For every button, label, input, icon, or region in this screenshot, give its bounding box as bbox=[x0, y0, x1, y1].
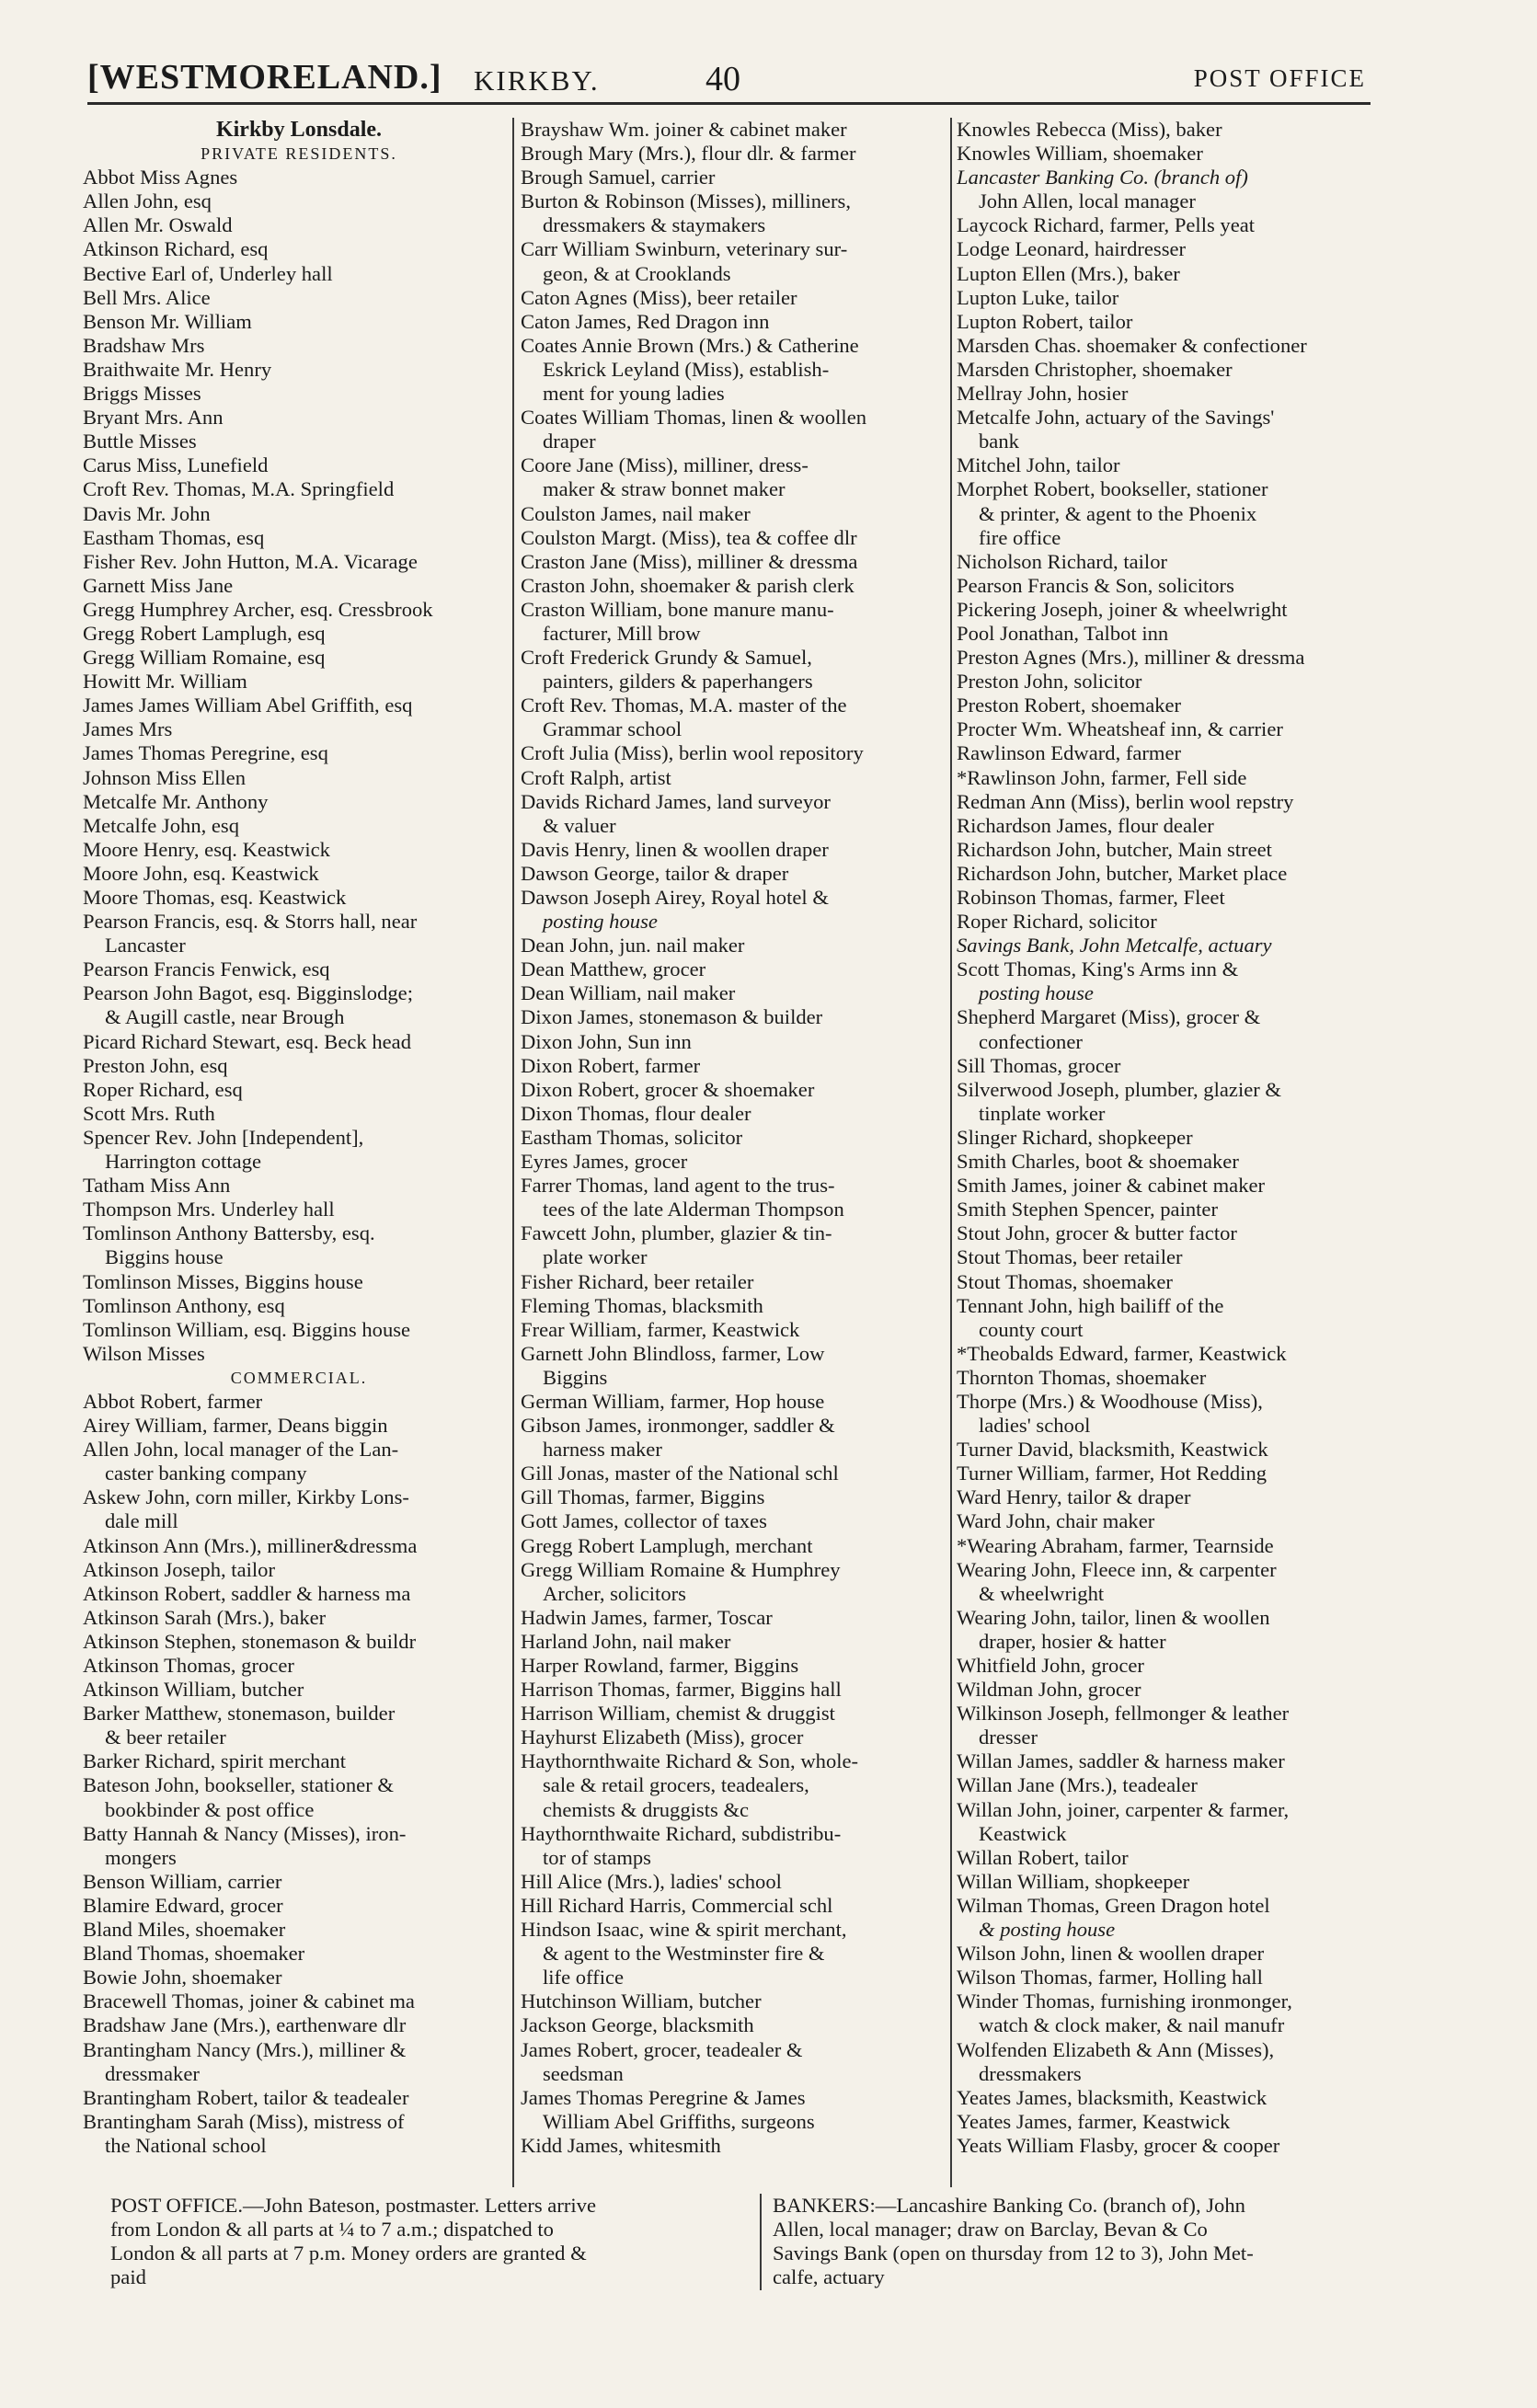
directory-entry: Eastham Thomas, solicitor bbox=[521, 1125, 743, 1149]
directory-entry: Fisher Rev. John Hutton, M.A. Vicarage bbox=[83, 549, 418, 573]
directory-entry: Brantingham Robert, tailor & teadealer bbox=[83, 2085, 409, 2109]
directory-entry: Hayhurst Elizabeth (Miss), grocer bbox=[521, 1726, 804, 1749]
directory-entry: Biggins bbox=[543, 1365, 608, 1389]
directory-entry: Metcalfe John, esq bbox=[83, 813, 240, 837]
directory-entry: Johnson Miss Ellen bbox=[83, 765, 246, 789]
directory-entry: Atkinson Thomas, grocer bbox=[83, 1654, 294, 1677]
directory-entry: Croft Julia (Miss), berlin wool repository bbox=[521, 741, 864, 765]
directory-entry: Tomlinson Anthony, esq bbox=[83, 1293, 285, 1317]
directory-entry: Willan John, joiner, carpenter & farmer, bbox=[957, 1797, 1290, 1821]
directory-entry: Thornton Thomas, shoemaker bbox=[957, 1365, 1207, 1389]
directory-entry: Abbot Miss Agnes bbox=[83, 166, 238, 189]
directory-entry: Atkinson Robert, saddler & harness ma bbox=[83, 1581, 411, 1605]
post-office-notice bbox=[110, 2194, 754, 2289]
directory-entry: Brantingham Sarah (Miss), mistress of bbox=[83, 2109, 405, 2133]
directory-entry: tinplate worker bbox=[979, 1101, 1106, 1125]
directory-entry: Benson William, carrier bbox=[83, 1869, 282, 1893]
directory-entry: Brough Samuel, carrier bbox=[521, 166, 716, 189]
directory-entry: life office bbox=[543, 1966, 625, 1989]
section-heading: Kirkby Lonsdale. bbox=[215, 118, 383, 142]
directory-entry: Stout John, grocer & butter factor bbox=[957, 1221, 1237, 1245]
directory-entry: Airey William, farmer, Deans biggin bbox=[83, 1414, 388, 1438]
directory-entry: Frear William, farmer, Keastwick bbox=[521, 1317, 800, 1341]
directory-entry: Morphet Robert, bookseller, stationer bbox=[957, 477, 1268, 501]
directory-entry: James James William Abel Griffith, esq bbox=[83, 694, 413, 717]
directory-entry: Winder Thomas, furnishing ironmonger, bbox=[957, 1989, 1292, 2013]
directory-entry: William Abel Griffiths, surgeons bbox=[543, 2109, 815, 2133]
directory-entry: Croft Rev. Thomas, M.A. Springfield bbox=[83, 477, 395, 501]
directory-entry: watch & clock maker, & nail manufr bbox=[979, 2013, 1285, 2037]
subsection-heading: COMMERCIAL. bbox=[230, 1368, 368, 1387]
directory-entry: Davids Richard James, land surveyor bbox=[521, 789, 831, 813]
directory-entry: Atkinson Joseph, tailor bbox=[83, 1557, 275, 1581]
directory-entry: Hill Richard Harris, Commercial schl bbox=[521, 1893, 833, 1917]
directory-entry: Archer, solicitors bbox=[543, 1581, 686, 1605]
directory-entry: Gregg Robert Lamplugh, merchant bbox=[521, 1533, 813, 1557]
directory-entry: draper bbox=[543, 430, 596, 453]
directory-entry: Willan Robert, tailor bbox=[957, 1845, 1129, 1869]
directory-entry: Wilson Misses bbox=[83, 1341, 205, 1365]
directory-entry: Metcalfe John, actuary of the Savings' bbox=[957, 406, 1275, 430]
directory-entry: Preston Robert, shoemaker bbox=[957, 694, 1182, 717]
directory-entry: Moore John, esq. Keastwick bbox=[83, 861, 319, 885]
directory-entry: Turner David, blacksmith, Keastwick bbox=[957, 1438, 1268, 1462]
directory-entry: & posting house bbox=[979, 1918, 1116, 1942]
directory-entry: Dawson George, tailor & draper bbox=[521, 861, 789, 885]
directory-entry: chemists & druggists &c bbox=[543, 1797, 750, 1821]
directory-entry: Bland Thomas, shoemaker bbox=[83, 1942, 305, 1966]
directory-entry: Willan William, shopkeeper bbox=[957, 1869, 1190, 1893]
footer-divider bbox=[760, 2194, 762, 2290]
directory-entry: posting house bbox=[543, 910, 658, 934]
directory-entry: Dixon John, Sun inn bbox=[521, 1029, 692, 1053]
directory-entry: Atkinson Richard, esq bbox=[83, 237, 269, 261]
directory-entry: Scott Mrs. Ruth bbox=[83, 1101, 215, 1125]
directory-entry: Preston Agnes (Mrs.), milliner & dressma bbox=[957, 646, 1305, 670]
column-2 bbox=[521, 118, 953, 2158]
directory-entry: Farrer Thomas, land agent to the trus- bbox=[521, 1174, 835, 1198]
directory-entry: Dixon Robert, grocer & shoemaker bbox=[521, 1077, 815, 1101]
directory-entry: Carus Miss, Lunefield bbox=[83, 453, 269, 477]
directory-entry: Smith Stephen Spencer, painter bbox=[957, 1198, 1218, 1221]
directory-entry: posting house bbox=[979, 981, 1094, 1005]
directory-entry: county court bbox=[979, 1317, 1084, 1341]
directory-entry: Nicholson Richard, tailor bbox=[957, 549, 1168, 573]
directory-entry: Fleming Thomas, blacksmith bbox=[521, 1293, 763, 1317]
directory-entry: Eskrick Leyland (Miss), establish- bbox=[543, 357, 830, 381]
directory-entry: Caton James, Red Dragon inn bbox=[521, 309, 770, 333]
directory-entry: Lupton Ellen (Mrs.), baker bbox=[957, 261, 1180, 285]
directory-entry: Bell Mrs. Alice bbox=[83, 285, 211, 309]
directory-entry: Harrison Thomas, farmer, Biggins hall bbox=[521, 1678, 842, 1702]
directory-entry: James Robert, grocer, teadealer & bbox=[521, 2037, 803, 2061]
directory-entry: Lancaster bbox=[105, 934, 186, 957]
directory-entry: Brough Mary (Mrs.), flour dlr. & farmer bbox=[521, 142, 856, 166]
directory-entry: Thorpe (Mrs.) & Woodhouse (Miss), bbox=[957, 1389, 1263, 1413]
directory-entry: & beer retailer bbox=[105, 1726, 226, 1749]
directory-entry: Tomlinson Misses, Biggins house bbox=[83, 1269, 363, 1293]
directory-entry: James Thomas Peregrine & James bbox=[521, 2085, 806, 2109]
directory-entry: Dean William, nail maker bbox=[521, 981, 736, 1005]
directory-entry: caster banking company bbox=[105, 1462, 307, 1485]
directory-entry: Preston John, esq bbox=[83, 1053, 228, 1077]
directory-entry: Roper Richard, esq bbox=[83, 1077, 243, 1101]
directory-entry: Smith Charles, boot & shoemaker bbox=[957, 1150, 1239, 1174]
directory-entry: Benson Mr. William bbox=[83, 309, 252, 333]
directory-entry: Smith James, joiner & cabinet maker bbox=[957, 1174, 1266, 1198]
directory-entry: Brayshaw Wm. joiner & cabinet maker bbox=[521, 118, 847, 141]
directory-entry: facturer, Mill brow bbox=[543, 621, 701, 645]
directory-entry: Pearson Francis Fenwick, esq bbox=[83, 957, 330, 981]
directory-entry: Craston Jane (Miss), milliner & dressma bbox=[521, 549, 858, 573]
directory-entry: Wearing John, Fleece inn, & carpenter bbox=[957, 1557, 1277, 1581]
directory-entry: Atkinson William, butcher bbox=[83, 1678, 304, 1702]
directory-entry: & wheelwright bbox=[979, 1581, 1105, 1605]
directory-entry: Croft Rev. Thomas, M.A. master of the bbox=[521, 694, 847, 717]
directory-entry: Lancaster Banking Co. (branch of) bbox=[957, 166, 1248, 189]
directory-entry: Coates Annie Brown (Mrs.) & Catherine bbox=[521, 333, 859, 357]
directory-entry: Braithwaite Mr. Henry bbox=[83, 357, 272, 381]
directory-entry: Dixon Robert, farmer bbox=[521, 1053, 701, 1077]
directory-entry: Knowles Rebecca (Miss), baker bbox=[957, 118, 1222, 141]
directory-entry: *Theobalds Edward, farmer, Keastwick bbox=[957, 1341, 1287, 1365]
directory-entry: Thompson Mrs. Underley hall bbox=[83, 1198, 335, 1221]
directory-entry: Richardson John, butcher, Main street bbox=[957, 837, 1272, 861]
directory-entry: Davis Henry, linen & woollen draper bbox=[521, 837, 829, 861]
directory-entry: Sill Thomas, grocer bbox=[957, 1053, 1121, 1077]
footer-line: BANKERS:—Lancashire Banking Co. (branch of), John bbox=[773, 2194, 1245, 2217]
directory-entry: & printer, & agent to the Phoenix bbox=[979, 501, 1257, 525]
footer-line: POST OFFICE.—John Bateson, postmaster. Letters arrive bbox=[110, 2194, 596, 2217]
directory-entry: Coulston Margt. (Miss), tea & coffee dlr bbox=[521, 525, 857, 549]
directory-entry: Procter Wm. Wheatsheaf inn, & carrier bbox=[957, 717, 1283, 741]
directory-entry: Dean Matthew, grocer bbox=[521, 957, 706, 981]
directory-entry: Coulston James, nail maker bbox=[521, 501, 751, 525]
directory-entry: Atkinson Stephen, stonemason & buildr bbox=[83, 1629, 417, 1653]
directory-entry: Wolfenden Elizabeth & Ann (Misses), bbox=[957, 2037, 1275, 2061]
directory-entry: Briggs Misses bbox=[83, 382, 201, 406]
directory-entry: Robinson Thomas, farmer, Fleet bbox=[957, 886, 1225, 909]
directory-entry: tor of stamps bbox=[543, 1845, 651, 1869]
footer-line: from London & all parts at ¼ to 7 a.m.; dispatched to bbox=[110, 2218, 554, 2241]
directory-entry: Garnett John Blindloss, farmer, Low bbox=[521, 1341, 825, 1365]
directory-entry: *Wearing Abraham, farmer, Tearnside bbox=[957, 1533, 1274, 1557]
directory-entry: dresser bbox=[979, 1726, 1038, 1749]
footer-line: calfe, actuary bbox=[773, 2265, 885, 2288]
directory-entry: Atkinson Sarah (Mrs.), baker bbox=[83, 1605, 327, 1629]
directory-entry: Moore Henry, esq. Keastwick bbox=[83, 837, 330, 861]
directory-entry: Eyres James, grocer bbox=[521, 1150, 688, 1174]
directory-entry: Bracewell Thomas, joiner & cabinet ma bbox=[83, 1989, 415, 2013]
directory-entry: Lodge Leonard, hairdresser bbox=[957, 237, 1187, 261]
directory-entry: Lupton Luke, tailor bbox=[957, 285, 1119, 309]
directory-entry: Wearing John, tailor, linen & woollen bbox=[957, 1605, 1270, 1629]
directory-entry: Wilson John, linen & woollen draper bbox=[957, 1942, 1265, 1966]
directory-entry: Tennant John, high bailiff of the bbox=[957, 1293, 1224, 1317]
directory-entry: Spencer Rev. John [Independent], bbox=[83, 1125, 364, 1149]
directory-entry: Haythornthwaite Richard & Son, whole- bbox=[521, 1749, 859, 1773]
directory-entry: bookbinder & post office bbox=[105, 1797, 315, 1821]
directory-entry: Richardson James, flour dealer bbox=[957, 813, 1214, 837]
directory-entry: Gregg Humphrey Archer, esq. Cressbrook bbox=[83, 597, 433, 621]
directory-entry: Hindson Isaac, wine & spirit merchant, bbox=[521, 1918, 847, 1942]
directory-entry: Pickering Joseph, joiner & wheelwright bbox=[957, 597, 1288, 621]
directory-entry: seedsman bbox=[543, 2061, 624, 2085]
footer-line: London & all parts at 7 p.m. Money orders are granted & bbox=[110, 2242, 587, 2265]
footer-line: paid bbox=[110, 2265, 146, 2288]
column-divider bbox=[512, 118, 514, 2187]
directory-entry: Bradshaw Mrs bbox=[83, 333, 205, 357]
directory-entry: Gill Thomas, farmer, Biggins bbox=[521, 1485, 765, 1509]
directory-entry: Harrison William, chemist & druggist bbox=[521, 1702, 835, 1726]
directory-entry: Gibson James, ironmonger, saddler & bbox=[521, 1414, 835, 1438]
directory-entry: & Augill castle, near Brough bbox=[105, 1005, 345, 1029]
directory-entry: Gregg Robert Lamplugh, esq bbox=[83, 621, 326, 645]
directory-entry: Yeats William Flasby, grocer & cooper bbox=[957, 2133, 1280, 2157]
directory-entry: painters, gilders & paperhangers bbox=[543, 670, 813, 694]
directory-entry: ladies' school bbox=[979, 1414, 1091, 1438]
directory-entry: Mitchel John, tailor bbox=[957, 453, 1120, 477]
directory-entry: Picard Richard Stewart, esq. Beck head bbox=[83, 1029, 411, 1053]
directory-entry: Bradshaw Jane (Mrs.), earthenware dlr bbox=[83, 2013, 407, 2037]
directory-entry: James Mrs bbox=[83, 717, 173, 741]
directory-entry: Grammar school bbox=[543, 717, 682, 741]
directory-entry: Savings Bank, John Metcalfe, actuary bbox=[957, 934, 1272, 957]
directory-entry: Biggins house bbox=[105, 1245, 224, 1269]
directory-entry: Moore Thomas, esq. Keastwick bbox=[83, 886, 347, 909]
county-title: [WESTMORELAND.] bbox=[87, 58, 442, 97]
directory-entry: Allen John, local manager of the Lan- bbox=[83, 1438, 399, 1462]
directory-entry: Craston John, shoemaker & parish clerk bbox=[521, 573, 855, 597]
directory-entry: *Rawlinson John, farmer, Fell side bbox=[957, 765, 1247, 789]
directory-entry: Wilkinson Joseph, fellmonger & leather bbox=[957, 1702, 1290, 1726]
directory-entry: dressmakers bbox=[979, 2061, 1082, 2085]
directory-entry: Gott James, collector of taxes bbox=[521, 1509, 767, 1533]
directory-entry: Jackson George, blacksmith bbox=[521, 2013, 754, 2037]
directory-entry: Metcalfe Mr. Anthony bbox=[83, 789, 269, 813]
directory-entry: Bland Miles, shoemaker bbox=[83, 1918, 286, 1942]
directory-entry: James Thomas Peregrine, esq bbox=[83, 741, 328, 765]
directory-entry: Howitt Mr. William bbox=[83, 670, 247, 694]
directory-entry: Keastwick bbox=[979, 1821, 1067, 1845]
directory-entry: the National school bbox=[105, 2133, 267, 2157]
directory-entry: Coore Jane (Miss), milliner, dress- bbox=[521, 453, 809, 477]
directory-entry: Richardson John, butcher, Market place bbox=[957, 861, 1288, 885]
page-number: 40 bbox=[705, 60, 740, 98]
directory-entry: dressmakers & staymakers bbox=[543, 213, 766, 237]
directory-entry: Kidd James, whitesmith bbox=[521, 2133, 721, 2157]
directory-entry: Knowles William, shoemaker bbox=[957, 142, 1203, 166]
directory-entry: Whitfield John, grocer bbox=[957, 1654, 1144, 1677]
directory-entry: Abbot Robert, farmer bbox=[83, 1389, 263, 1413]
directory-entry: Tatham Miss Ann bbox=[83, 1174, 231, 1198]
directory-entry: Mellray John, hosier bbox=[957, 382, 1129, 406]
directory-entry: ment for young ladies bbox=[543, 382, 725, 406]
directory-entry: Croft Frederick Grundy & Samuel, bbox=[521, 646, 812, 670]
directory-entry: Bective Earl of, Underley hall bbox=[83, 261, 333, 285]
directory-entry: Silverwood Joseph, plumber, glazier & bbox=[957, 1077, 1281, 1101]
directory-entry: dressmaker bbox=[105, 2061, 200, 2085]
directory-entry: Stout Thomas, beer retailer bbox=[957, 1245, 1183, 1269]
directory-entry: mongers bbox=[105, 1845, 177, 1869]
directory-entry: Pool Jonathan, Talbot inn bbox=[957, 621, 1169, 645]
directory-entry: Willan Jane (Mrs.), teadealer bbox=[957, 1773, 1198, 1797]
directory-entry: tees of the late Alderman Thompson bbox=[543, 1198, 844, 1221]
directory-entry: Redman Ann (Miss), berlin wool repstry bbox=[957, 789, 1294, 813]
directory-entry: Barker Richard, spirit merchant bbox=[83, 1749, 347, 1773]
directory-entry: Roper Richard, solicitor bbox=[957, 910, 1157, 934]
directory-entry: Marsden Chas. shoemaker & confectioner bbox=[957, 333, 1307, 357]
directory-entry: geon, & at Crooklands bbox=[543, 261, 731, 285]
directory-entry: Scott Thomas, King's Arms inn & bbox=[957, 957, 1239, 981]
directory-entry: Harrington cottage bbox=[105, 1150, 262, 1174]
directory-entry: Slinger Richard, shopkeeper bbox=[957, 1125, 1193, 1149]
column-3 bbox=[957, 118, 1417, 2158]
directory-entry: Hutchinson William, butcher bbox=[521, 1989, 762, 2013]
directory-entry: Gregg William Romaine & Humphrey bbox=[521, 1557, 841, 1581]
directory-entry: Bowie John, shoemaker bbox=[83, 1966, 282, 1989]
directory-entry: Davis Mr. John bbox=[83, 501, 211, 525]
directory-entry: Wilman Thomas, Green Dragon hotel bbox=[957, 1893, 1270, 1917]
directory-entry: Allen John, esq bbox=[83, 189, 212, 213]
directory-entry: German William, farmer, Hop house bbox=[521, 1389, 825, 1413]
directory-entry: Craston William, bone manure manu- bbox=[521, 597, 834, 621]
directory-entry: maker & straw bonnet maker bbox=[543, 477, 786, 501]
directory-entry: Dean John, jun. nail maker bbox=[521, 934, 745, 957]
directory-entry: Lupton Robert, tailor bbox=[957, 309, 1133, 333]
directory-entry: Bryant Mrs. Ann bbox=[83, 406, 224, 430]
directory-entry: confectioner bbox=[979, 1029, 1083, 1053]
directory-entry: Hadwin James, farmer, Toscar bbox=[521, 1605, 773, 1629]
directory-entry: bank bbox=[979, 430, 1019, 453]
directory-entry: Garnett Miss Jane bbox=[83, 573, 234, 597]
directory-entry: & valuer bbox=[543, 813, 616, 837]
subsection-heading: PRIVATE RESIDENTS. bbox=[201, 144, 397, 164]
directory-entry: Pearson Francis & Son, solicitors bbox=[957, 573, 1234, 597]
town-title: KIRKBY. bbox=[474, 64, 600, 97]
directory-entry: Ward John, chair maker bbox=[957, 1509, 1155, 1533]
directory-entry: sale & retail grocers, teadealers, bbox=[543, 1773, 809, 1797]
bankers-notice bbox=[773, 2194, 1417, 2289]
directory-entry: Buttle Misses bbox=[83, 430, 197, 453]
directory-entry: Fisher Richard, beer retailer bbox=[521, 1269, 754, 1293]
directory-entry: draper, hosier & hatter bbox=[979, 1629, 1166, 1653]
directory-entry: Allen Mr. Oswald bbox=[83, 213, 233, 237]
directory-entry: harness maker bbox=[543, 1438, 662, 1462]
directory-entry: Rawlinson Edward, farmer bbox=[957, 741, 1182, 765]
directory-entry: Haythornthwaite Richard, subdistribu- bbox=[521, 1821, 842, 1845]
directory-entry: Gill Jonas, master of the National schl bbox=[521, 1462, 839, 1485]
directory-entry: John Allen, local manager bbox=[979, 189, 1196, 213]
directory-entry: Atkinson Ann (Mrs.), milliner&dressma bbox=[83, 1533, 418, 1557]
directory-entry: Burton & Robinson (Misses), milliners, bbox=[521, 189, 851, 213]
directory-entry: Laycock Richard, farmer, Pells yeat bbox=[957, 213, 1256, 237]
footer-line: Savings Bank (open on thursday from 12 to 3), John Met- bbox=[773, 2242, 1254, 2265]
footer-line: Allen, local manager; draw on Barclay, Bevan & Co bbox=[773, 2218, 1208, 2241]
directory-entry: Wildman John, grocer bbox=[957, 1678, 1141, 1702]
directory-entry: Coates William Thomas, linen & woollen bbox=[521, 406, 867, 430]
directory-entry: Hill Alice (Mrs.), ladies' school bbox=[521, 1869, 782, 1893]
directory-entry: Ward Henry, tailor & draper bbox=[957, 1485, 1191, 1509]
directory-entry: Yeates James, blacksmith, Keastwick bbox=[957, 2085, 1267, 2109]
directory-entry: Harland John, nail maker bbox=[521, 1629, 731, 1653]
directory-entry: Marsden Christopher, shoemaker bbox=[957, 357, 1233, 381]
directory-entry: plate worker bbox=[543, 1245, 648, 1269]
directory-entry: Caton Agnes (Miss), beer retailer bbox=[521, 285, 797, 309]
directory-entry: Eastham Thomas, esq bbox=[83, 525, 265, 549]
directory-entry: Dawson Joseph Airey, Royal hotel & bbox=[521, 886, 829, 909]
directory-entry: Bateson John, bookseller, stationer & bbox=[83, 1773, 394, 1797]
directory-entry: Turner William, farmer, Hot Redding bbox=[957, 1462, 1267, 1485]
header-rule bbox=[87, 102, 1371, 105]
directory-entry: Dixon James, stonemason & builder bbox=[521, 1005, 823, 1029]
directory-entry: Tomlinson Anthony Battersby, esq. bbox=[83, 1221, 375, 1245]
directory-entry: Harper Rowland, farmer, Biggins bbox=[521, 1654, 799, 1677]
column-1 bbox=[83, 118, 515, 2158]
directory-title: POST OFFICE bbox=[1193, 64, 1366, 92]
directory-entry: Wilson Thomas, farmer, Holling hall bbox=[957, 1966, 1263, 1989]
directory-entry: Pearson Francis, esq. & Storrs hall, near bbox=[83, 910, 418, 934]
directory-entry: dale mill bbox=[105, 1509, 178, 1533]
directory-entry: Batty Hannah & Nancy (Misses), iron- bbox=[83, 1821, 407, 1845]
directory-entry: & agent to the Westminster fire & bbox=[543, 1942, 825, 1966]
directory-entry: Willan James, saddler & harness maker bbox=[957, 1749, 1285, 1773]
directory-entry: Tomlinson William, esq. Biggins house bbox=[83, 1317, 411, 1341]
column-divider bbox=[950, 118, 952, 2187]
directory-entry: Gregg William Romaine, esq bbox=[83, 646, 326, 670]
directory-entry: Fawcett John, plumber, glazier & tin- bbox=[521, 1221, 832, 1245]
directory-entry: Askew John, corn miller, Kirkby Lons- bbox=[83, 1485, 409, 1509]
directory-entry: Stout Thomas, shoemaker bbox=[957, 1269, 1173, 1293]
directory-entry: Preston John, solicitor bbox=[957, 670, 1142, 694]
directory-entry: Shepherd Margaret (Miss), grocer & bbox=[957, 1005, 1261, 1029]
directory-entry: Brantingham Nancy (Mrs.), milliner & bbox=[83, 2037, 407, 2061]
directory-entry: Croft Ralph, artist bbox=[521, 765, 671, 789]
directory-entry: Barker Matthew, stonemason, builder bbox=[83, 1702, 396, 1726]
directory-entry: Yeates James, farmer, Keastwick bbox=[957, 2109, 1231, 2133]
directory-entry: Dixon Thomas, flour dealer bbox=[521, 1101, 751, 1125]
directory-entry: Pearson John Bagot, esq. Bigginslodge; bbox=[83, 981, 413, 1005]
directory-entry: fire office bbox=[979, 525, 1061, 549]
directory-entry: Carr William Swinburn, veterinary sur- bbox=[521, 237, 848, 261]
directory-entry: Blamire Edward, grocer bbox=[83, 1893, 283, 1917]
